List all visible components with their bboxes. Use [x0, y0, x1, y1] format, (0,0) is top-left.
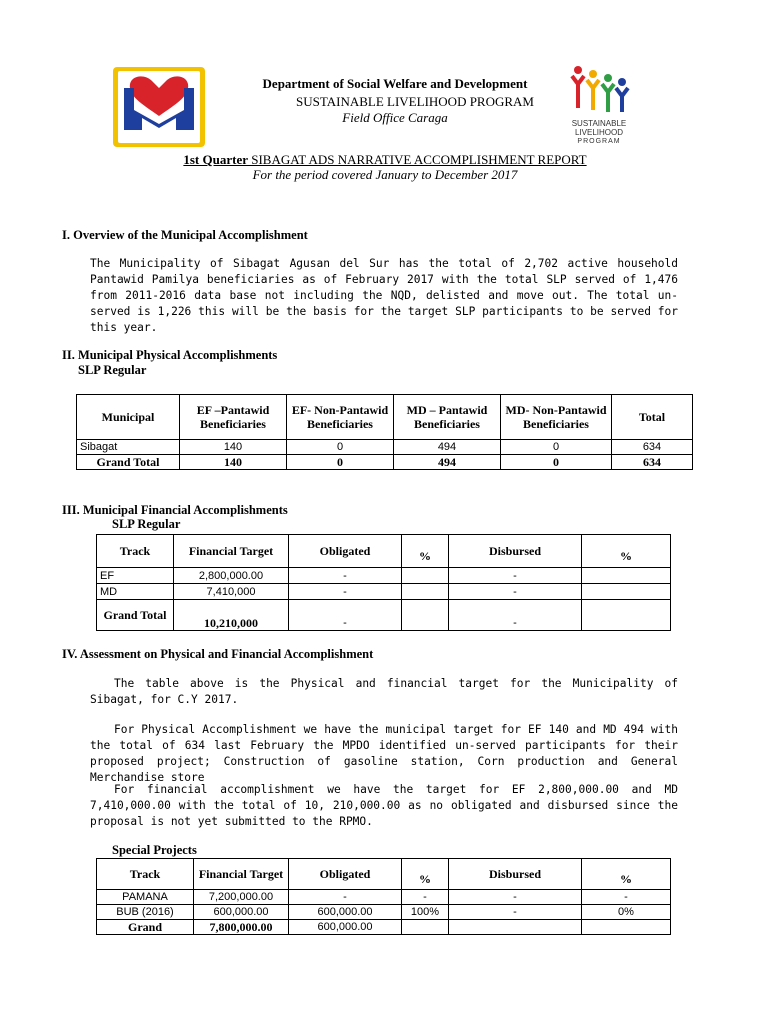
- cell: [582, 920, 671, 935]
- cell: -: [449, 890, 582, 905]
- section3-heading: III. Municipal Financial Accomplishments: [62, 503, 288, 517]
- col-ef-non-pantawid: EF- Non-Pantawid Beneficiaries: [287, 395, 394, 440]
- cell: [449, 920, 582, 935]
- cell: [402, 600, 449, 631]
- dswd-logo: [112, 66, 206, 148]
- cell: 100%: [402, 905, 449, 920]
- slp-logo-text-1: SUSTAINABLE: [571, 119, 627, 128]
- cell: MD: [97, 584, 174, 600]
- section1-heading: I. Overview of the Municipal Accomplishment: [62, 228, 308, 242]
- special-projects-heading: Special Projects: [112, 843, 197, 857]
- table-header-row: [97, 535, 671, 568]
- report-title-main: SIBAGAT ADS NARRATIVE ACCOMPLISHMENT REPORT: [248, 152, 587, 167]
- col-ef-pantawid: EF –Pantawid Beneficiaries: [180, 395, 287, 440]
- col-md-pantawid: MD – Pantawid Beneficiaries: [394, 395, 501, 440]
- col-percent: %: [402, 535, 449, 568]
- field-office: Field Office Caraga: [342, 110, 448, 125]
- cell: Grand Total: [77, 455, 180, 470]
- cell: -: [289, 568, 402, 584]
- cell: 10,210,000: [174, 600, 289, 631]
- cell: PAMANA: [97, 890, 194, 905]
- cell: 0: [287, 440, 394, 455]
- cell: 600,000.00: [289, 920, 402, 935]
- cell: [402, 584, 449, 600]
- cell: BUB (2016): [97, 905, 194, 920]
- cell: -: [449, 568, 582, 584]
- col-disbursed: Disbursed: [449, 859, 582, 890]
- table-header-row: [77, 395, 693, 440]
- cell: 140: [180, 455, 287, 470]
- table-row: [77, 440, 693, 455]
- report-title: [100, 152, 670, 168]
- col-percent-2: %: [582, 535, 671, 568]
- cell: 7,200,000.00: [194, 890, 289, 905]
- cell: -: [289, 584, 402, 600]
- cell: -: [449, 905, 582, 920]
- table-row: [97, 905, 671, 920]
- org-name: Department of Social Welfare and Development: [262, 76, 528, 91]
- cell: 0%: [582, 905, 671, 920]
- report-title-prefix: 1st Quarter: [183, 152, 248, 167]
- grand-total-row: [97, 920, 671, 935]
- cell: Grand Total: [97, 600, 174, 631]
- section4-paragraph-1: The table above is the Physical and financial target for the Municipality of Sibagat, for C.Y 2017.: [90, 677, 678, 706]
- col-track: Track: [97, 859, 194, 890]
- col-financial-target: Financial Target: [194, 859, 289, 890]
- cell: Grand: [97, 920, 194, 935]
- section3-subheading: SLP Regular: [112, 517, 181, 531]
- cell: -: [289, 890, 402, 905]
- section2-subheading: SLP Regular: [78, 363, 147, 377]
- report-period: For the period covered January to December 2017: [252, 167, 518, 182]
- col-md-non-pantawid: MD- Non-Pantawid Beneficiaries: [501, 395, 612, 440]
- grand-total-row: [97, 600, 671, 631]
- section4-paragraph-2: For Physical Accomplishment we have the municipal target for EF 140 and MD 494 with the total of 634 last February the MPDO identified un-served participants for their proposed project; Construction of gasoline station, Corn production and General Merchandise store: [90, 723, 678, 784]
- cell: -: [449, 600, 582, 631]
- col-percent-2: %: [582, 859, 671, 890]
- cell: 494: [394, 455, 501, 470]
- cell: 140: [180, 440, 287, 455]
- financial-table: [96, 534, 671, 631]
- cell: [582, 600, 671, 631]
- special-projects-table: [96, 858, 671, 935]
- cell: Sibagat: [77, 440, 180, 455]
- table-row: [97, 568, 671, 584]
- cell: -: [582, 890, 671, 905]
- section4-paragraph-3: For financial accomplishment we have the target for EF 2,800,000.00 and MD 7,410,000.00 with the total of 10, 210,000.00 as no obligated and disbursed since the proposal is not yet submitted to the RPMO.: [90, 783, 678, 828]
- program-name: SUSTAINABLE LIVELIHOOD PROGRAM: [295, 94, 534, 109]
- col-total: Total: [612, 395, 693, 440]
- col-obligated: Obligated: [289, 859, 402, 890]
- cell: 7,800,000.00: [194, 920, 289, 935]
- cell: [582, 568, 671, 584]
- cell: 494: [394, 440, 501, 455]
- cell: -: [289, 600, 402, 631]
- table-header-row: [97, 859, 671, 890]
- grand-total-row: [77, 455, 693, 470]
- section1-paragraph: The Municipality of Sibagat Agusan del Sur has the total of 2,702 active household Pantawid Pamilya beneficiaries as of February 2017 with the total SLP served of 1,476 from 2011-2016 data base not including the NQD, delisted and move out. The total un-served is 1,226 this will be the basis for the target SLP participants to be served for this year.: [90, 257, 678, 334]
- cell: 600,000.00: [194, 905, 289, 920]
- cell: -: [449, 584, 582, 600]
- col-municipal: Municipal: [77, 395, 180, 440]
- col-percent: %: [402, 859, 449, 890]
- col-financial-target: Financial Target: [174, 535, 289, 568]
- col-track: Track: [97, 535, 174, 568]
- cell: 0: [501, 455, 612, 470]
- cell: -: [402, 890, 449, 905]
- slp-logo-text-2: LIVELIHOOD: [574, 128, 623, 137]
- section4-heading: IV. Assessment on Physical and Financial Accomplishment: [62, 647, 374, 661]
- cell: 0: [287, 455, 394, 470]
- cell: 634: [612, 440, 693, 455]
- cell: [582, 584, 671, 600]
- col-disbursed: Disbursed: [449, 535, 582, 568]
- table-row: [97, 890, 671, 905]
- cell: [402, 920, 449, 935]
- table-row: [97, 584, 671, 600]
- physical-table: [76, 394, 693, 470]
- cell: 0: [501, 440, 612, 455]
- col-obligated: Obligated: [289, 535, 402, 568]
- cell: 2,800,000.00: [174, 568, 289, 584]
- cell: 600,000.00: [289, 905, 402, 920]
- cell: 634: [612, 455, 693, 470]
- cell: 7,410,000: [174, 584, 289, 600]
- slp-logo-text-3: PROGRAM: [577, 138, 621, 145]
- section2-heading: II. Municipal Physical Accomplishments: [62, 348, 278, 362]
- cell: [402, 568, 449, 584]
- cell: EF: [97, 568, 174, 584]
